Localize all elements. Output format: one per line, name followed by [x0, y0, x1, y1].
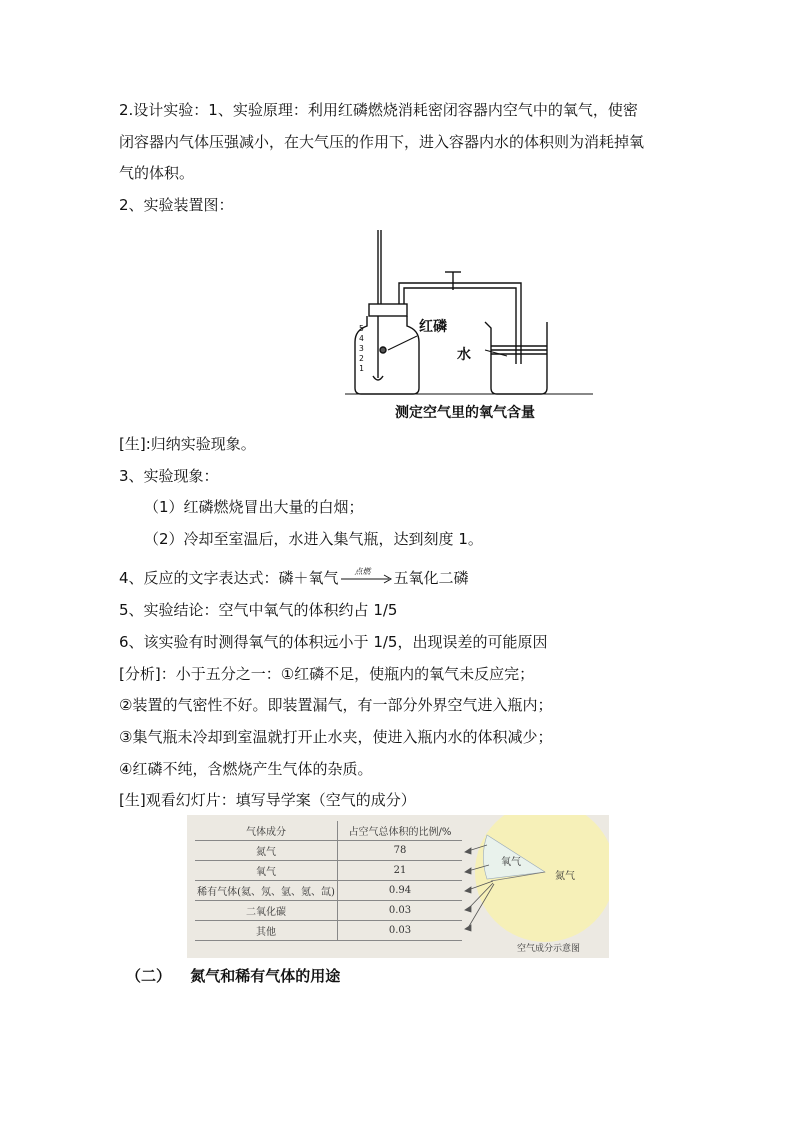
gas-ratio: 21: [338, 861, 463, 881]
phosphorus-label: 红磷: [419, 319, 447, 335]
slide-prompt: [生]观看幻灯片：填写导学案（空气的成分）: [119, 791, 416, 809]
pie-caption: 空气成分示意图: [517, 944, 581, 954]
reaction-reactants: 4、反应的文字表达式：磷＋氧气: [119, 569, 339, 587]
bottle-scale: [359, 324, 364, 374]
principle-line-2: 闭容器内气体压强减小，在大气压的作用下，进入容器内水的体积则为消耗掉氧: [119, 133, 645, 151]
section-heading: [126, 966, 340, 986]
section-title: 氮气和稀有气体的用途: [190, 967, 341, 985]
analysis-line-4: ④红磷不纯，含燃烧产生气体的杂质。: [119, 760, 373, 778]
gas-name: 二氧化碳: [195, 901, 338, 921]
analysis-line-2: ②装置的气密性不好。即装置漏气，有一部分外界空气进入瓶内；: [119, 696, 553, 714]
gas-ratio: 78: [338, 841, 463, 861]
scale-mark-2: 2: [359, 354, 364, 363]
reaction-condition: 点燃: [354, 567, 371, 576]
pie-label-oxygen: 氧气: [501, 857, 521, 868]
apparatus-caption: 测定空气里的氧气含量: [395, 405, 535, 421]
scale-mark-4: 4: [359, 334, 364, 343]
phenomenon-2: （2）冷却至室温后，水进入集气瓶，达到刻度 1。: [144, 530, 483, 548]
apparatus-heading: 2、实验装置图：: [119, 196, 234, 214]
gas-ratio: 0.94: [338, 881, 463, 901]
observe-prompt: [生]:归纳实验现象。: [119, 435, 256, 453]
analysis-line-3: ③集气瓶未冷却到室温就打开止水夹，使进入瓶内水的体积减少；: [119, 728, 553, 746]
pie-label-nitrogen: 氮气: [555, 871, 575, 882]
reaction-product: 五氧化二磷: [393, 569, 469, 587]
scale-mark-3: 3: [359, 344, 364, 353]
pie-drawing: [187, 815, 609, 958]
gas-name: 其他: [195, 921, 338, 941]
gas-ratio: 0.03: [338, 921, 463, 941]
phenomena-heading: 3、实验现象：: [119, 467, 219, 485]
table-header-ratio: 占空气总体积的比例/%: [338, 821, 463, 841]
error-question: 6、该实验有时测得氧气的体积远小于 1/5，出现误差的可能原因: [119, 633, 548, 651]
scale-mark-1: 1: [359, 364, 364, 373]
gas-name: 稀有气体(氦、氖、氩、氪、氙): [195, 881, 338, 901]
water-label: 水: [457, 347, 471, 363]
apparatus-drawing: [345, 228, 593, 423]
gas-ratio: 0.03: [338, 901, 463, 921]
table-header-gas: 气体成分: [195, 821, 338, 841]
gas-name: 氮气: [195, 841, 338, 861]
analysis-line-1: [分析]：小于五分之一：①红磷不足，使瓶内的氧气未反应完；: [119, 665, 535, 683]
nitrogen-slice: [475, 815, 609, 942]
conclusion-line: 5、实验结论：空气中氧气的体积约占 1/5: [119, 601, 398, 619]
phenomenon-1: （1）红磷燃烧冒出大量的白烟；: [144, 498, 364, 516]
reaction-arrow: [339, 568, 394, 588]
air-composition-figure: [187, 815, 609, 958]
scale-mark-5: 5: [359, 324, 364, 333]
principle-line-3: 气的体积。: [119, 164, 195, 182]
gas-name: 氧气: [195, 861, 338, 881]
section-number: （二）: [126, 967, 172, 985]
apparatus-figure: [345, 228, 593, 423]
arrow-icon: [339, 568, 394, 588]
reaction-line: [119, 568, 469, 588]
principle-line-1: 2.设计实验：1、实验原理：利用红磷燃烧消耗密闭容器内空气中的氧气，使密: [119, 101, 638, 119]
